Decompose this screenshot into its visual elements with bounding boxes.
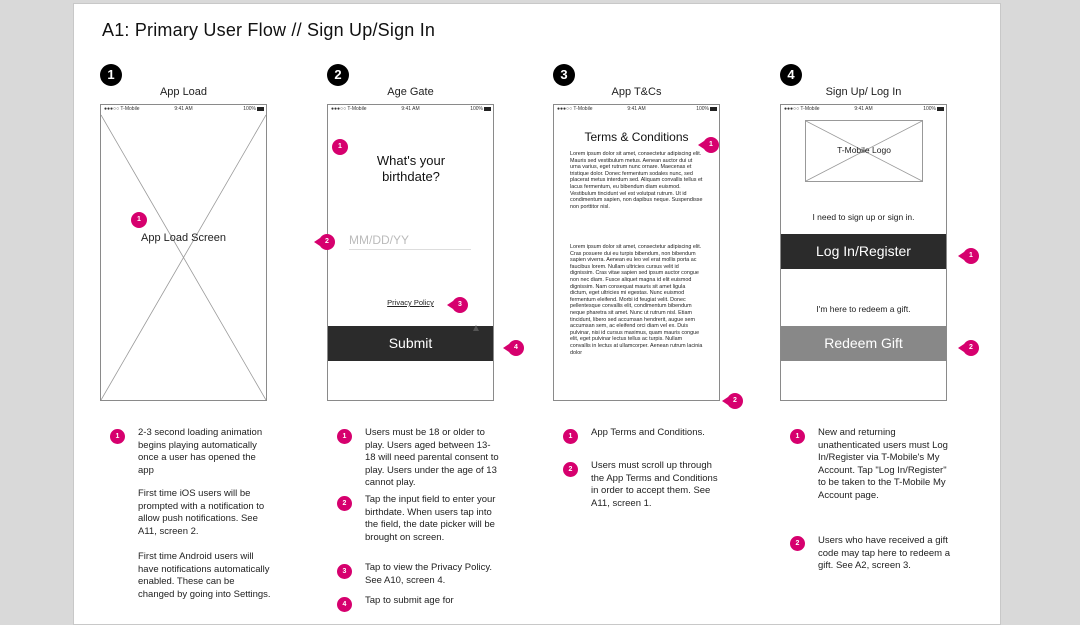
phone-frame-terms <box>553 104 720 401</box>
annotation-pin-2: 2 <box>963 340 979 356</box>
carrier-label: ●●●○○ T-Mobile <box>557 106 593 112</box>
battery-icon <box>710 107 717 111</box>
logo-label: T-Mobile Logo <box>837 145 891 155</box>
annotation-pin-1: 1 <box>963 248 979 264</box>
note-text: 2-3 second loading animation begins playing automatically once a user has opened the app <box>138 427 263 476</box>
clock-label: 9:41 AM <box>854 106 873 112</box>
note-text: Users must scroll up through the App Terms and Conditions in order to accept them. See A11, screen 1. <box>591 460 718 509</box>
phone-frame-age-gate <box>327 104 494 401</box>
note-text: New and returning unathenticated users must Log In/Register via T-Mobile's My Account. Tap "Log In/Register" to be taken to the T-Mobile My Account page. <box>818 427 948 501</box>
status-bar <box>554 105 719 114</box>
battery-icon <box>937 107 944 111</box>
phone-frame-sign-up <box>780 104 947 401</box>
phone-frame-app-load <box>100 104 267 401</box>
image-placeholder-x <box>101 105 266 400</box>
screen-4-column <box>780 64 973 625</box>
screen-1-column <box>100 64 275 625</box>
note-text: Tap the input field to enter your birthdate. When users tap into the field, the date picker will be brought on screen. <box>365 494 496 543</box>
note-text: First time iOS users will be prompted with a notification to allow push notifications. See A11, screen 2. <box>138 488 265 537</box>
step-number-3: 3 <box>553 64 575 86</box>
note-text: Users who have received a gift code may tap here to redeem a gift. See A2, screen 3. <box>818 535 951 571</box>
note-text: Users must be 18 or older to play. Users aged between 13-18 will need parental consent to play. Users under the age of 13 cannot play. <box>365 427 499 488</box>
note-marker-1: 1 <box>110 429 125 444</box>
carrier-label: ●●●○○ T-Mobile <box>104 106 140 112</box>
screen-title-sign-up: Sign Up/ Log In <box>825 86 902 98</box>
logo-placeholder <box>805 120 923 182</box>
note-marker-1: 1 <box>563 429 578 444</box>
birthdate-heading: What's your birthdate? <box>376 153 446 184</box>
screen-3-column <box>553 64 737 625</box>
note-text: Tap to submit age for <box>365 595 454 606</box>
placeholder-label: App Load Screen <box>140 232 226 244</box>
screen-title-terms: App T&Cs <box>611 86 662 98</box>
redeem-prompt: I'm here to redeem a gift. <box>816 304 911 314</box>
screen-title-age-gate: Age Gate <box>387 86 434 98</box>
battery-label: 100% <box>923 106 936 112</box>
page-title: A1: Primary User Flow // Sign Up/Sign In <box>102 20 436 40</box>
clock-label: 9:41 AM <box>401 106 420 112</box>
annotation-marker: 1 <box>332 139 348 155</box>
note-marker-2: 2 <box>790 536 805 551</box>
note-marker-2: 2 <box>337 496 352 511</box>
annotation-pin-3: 3 <box>452 297 468 313</box>
status-bar <box>781 105 946 114</box>
clock-label: 9:41 AM <box>174 106 193 112</box>
note-text: First time Android users will have notifications automatically enabled. These can be changed by going into Settings. <box>138 551 271 600</box>
carrier-label: ●●●○○ T-Mobile <box>784 106 820 112</box>
note-marker-2: 2 <box>563 462 578 477</box>
screen-title-app-load: App Load <box>159 86 208 98</box>
note-text: Tap to view the Privacy Policy. See A10, screen 4. <box>365 562 493 586</box>
screen-2-column <box>325 64 518 625</box>
battery-label: 100% <box>696 106 709 112</box>
terms-paragraph: Lorem ipsum dolor sit amet, consectetur adipiscing elit. Mauris sed vestibulum metus. Aenean auctor dui ut urna varius, eget rutrum nunc ornare. Maecenas et tristique dolor. Donec fermentum sodales nunc, sed placerat metus interdum sed. Aliquam convallis tellus et lacus fermentum, eu bibendum diam euismod. Vestibulum tincidunt vel est volutpat rutrum. Ut id condimentum sapien, non dapibus neque. Suspendisse non porttitor nisl. <box>570 151 703 210</box>
battery-label: 100% <box>243 106 256 112</box>
annotation-marker: 1 <box>131 212 147 228</box>
step-number-2: 2 <box>327 64 349 86</box>
cursor-icon <box>473 325 479 331</box>
privacy-policy-link[interactable]: Privacy Policy <box>387 298 434 307</box>
battery-label: 100% <box>470 106 483 112</box>
terms-heading: Terms & Conditions <box>584 130 689 144</box>
note-marker-3: 3 <box>337 564 352 579</box>
log-in-register-button[interactable]: Log In/Register <box>781 234 946 269</box>
birthdate-placeholder: MM/DD/YY <box>349 233 409 247</box>
annotation-pin-1: 1 <box>703 137 719 153</box>
birthdate-input[interactable] <box>349 231 471 250</box>
note-marker-1: 1 <box>337 429 352 444</box>
redeem-gift-button[interactable]: Redeem Gift <box>781 326 946 361</box>
carrier-label: ●●●○○ T-Mobile <box>331 106 367 112</box>
status-bar <box>328 105 493 114</box>
wireframe-sheet <box>73 3 1001 625</box>
step-number-1: 1 <box>100 64 122 86</box>
annotation-pin-2: 2 <box>727 393 743 409</box>
note-text: App Terms and Conditions. <box>591 427 705 438</box>
terms-paragraph: Lorem ipsum dolor sit amet, consectetur adipiscing elit. Cras posuere dui eu turpis bibendum, non bibendum sapien viverra. Aenean eu leo vel erat mollis porta ac faucibus lorem. Nullam ultricies cursus velit id dignissim. Cras vitae sapien sed ipsum auctor congue non nec diam. Fusce aliquet magna id elit euismod dignissim. Nam consequat mauris sit amet ligula dictum, eget ultricies mi egestas. Nunc euismod fermentum eleifend. Morbi id feugiat velit. Donec pellentesque convallis elit, condimentum bibendum neque pharetra sit amet. Nunc ut rutrum nisl. Etiam tincidunt, libero sed accumsan hendrerit, augue sem accumsan sem, ac eleifend orci diam vel ex. Duis pulvinar, nisi id cursus maximus, quam mauris congue elit, eget pulvinar lectus tellus ac turpis. Nullam convallis in lectus at ullamcorper. Aenean rutrum lacinia dolor <box>570 244 703 356</box>
battery-icon <box>484 107 491 111</box>
annotation-pin-4: 4 <box>508 340 524 356</box>
submit-button[interactable]: Submit <box>328 326 493 361</box>
clock-label: 9:41 AM <box>627 106 646 112</box>
note-marker-4: 4 <box>337 597 352 612</box>
annotation-pin-2: 2 <box>319 234 335 250</box>
step-number-4: 4 <box>780 64 802 86</box>
sign-up-prompt: I need to sign up or sign in. <box>812 212 915 222</box>
note-marker-1: 1 <box>790 429 805 444</box>
